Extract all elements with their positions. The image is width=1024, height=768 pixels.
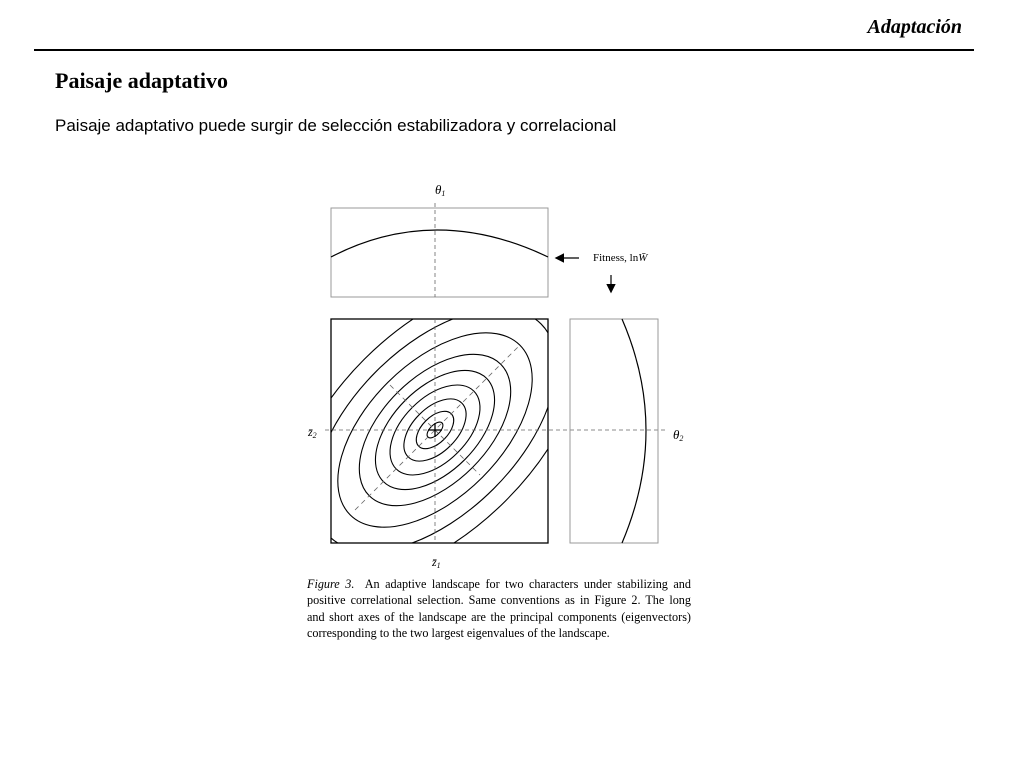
fitness-label: Fitness, lnW̄ [593,252,648,264]
caption-text: An adaptive landscape for two characters under stabilizing and positive correlational selection. Same conventions as in Figure 2. The long and short axes of the landscape are the principal components (eigenvectors) corresponding to the two largest eigenvalues of the landscape. [307,577,691,640]
figure-caption [307,576,691,641]
theta2-label: θ2 [673,427,684,443]
header-title: Adaptación [867,16,962,38]
slide-subtitle: Paisaje adaptativo puede surgir de selección estabilizadora y correlacional [55,116,617,135]
fitness-annotation [557,252,648,291]
right-fitness-panel [570,319,658,543]
theta1-label: θ1 [435,182,446,198]
right-fitness-curve [622,319,646,543]
top-fitness-curve [331,230,548,257]
adaptive-landscape-figure [295,175,715,595]
long-axis [355,345,520,510]
z2-label: z̄2 [308,425,317,440]
slide-title: Paisaje adaptativo [55,68,228,93]
figure-label: Figure 3. [307,577,355,591]
header-divider [34,49,974,51]
fitness-contours [295,228,637,595]
main-landscape-panel [295,228,665,595]
top-fitness-panel [331,203,548,297]
z1-label: z̄1 [432,555,441,570]
